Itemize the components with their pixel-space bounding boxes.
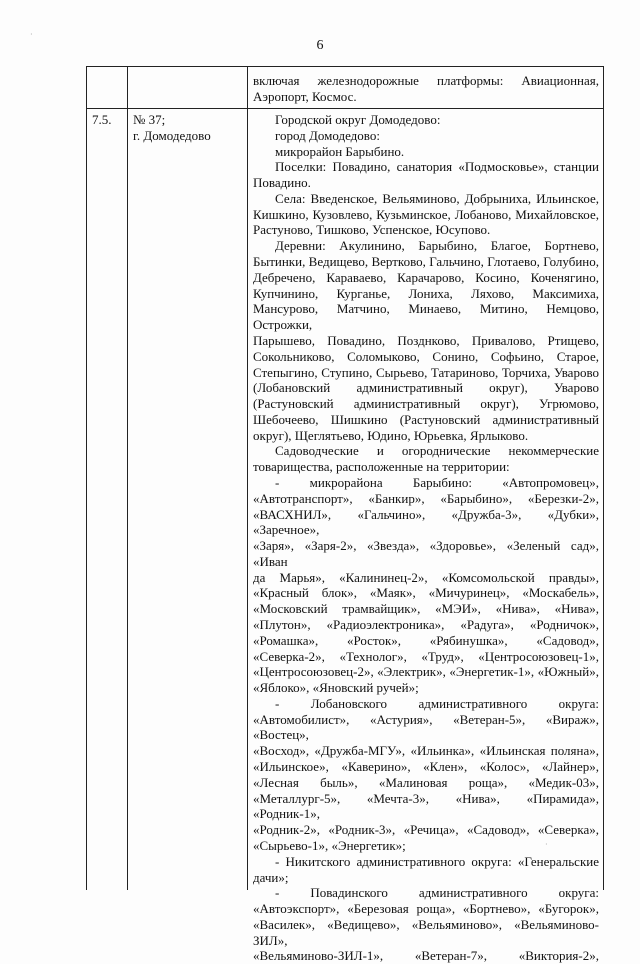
text-line: дачи»; (253, 869, 289, 885)
text-line: (Растуновский административный округ), Угрюмово, (253, 396, 599, 412)
table-border-top (86, 66, 603, 67)
text-line: Парышево, Повадино, Позднково, Привалово, Ртищево, (253, 332, 599, 348)
row-name-line: № 37; (133, 112, 166, 127)
text-line: «Металлург-5», «Мечта-3», «Нива», «Пирамида», «Родник-1», (253, 790, 599, 822)
text-line: включая железнодорожные платформы: Авиационная, (253, 73, 599, 88)
text-line: микрорайон Барыбино. (275, 143, 405, 159)
table-border-col1 (127, 66, 128, 890)
text-line: «Родник-2», «Родник-3», «Речица», «Садовод», «Северка», (253, 822, 599, 838)
text-line: «Сырьево-1», «Энергетик»; (253, 837, 406, 853)
table-row-divider (86, 108, 603, 109)
text-line: Повадино. (253, 175, 311, 191)
text-line: - Никитского административного округа: «Генеральские (275, 853, 599, 869)
text-line: Деревни: Акулинино, Барыбино, Благое, Бортнево, (275, 238, 599, 254)
text-line: (Лобановский административный округ), Уварово (253, 380, 599, 396)
row-description (253, 112, 599, 964)
text-line: «Автомобилист», «Астурия», «Ветеран-5», «Вираж», «Востец», (253, 711, 599, 743)
text-line: «Яблоко», «Яновский ручей»; (253, 680, 419, 696)
row-name (133, 112, 253, 143)
text-line: - Лобановского административного округа: (275, 695, 599, 711)
text-line: «Ильинское», «Каверино», «Клен», «Колос», «Лайнер», (253, 759, 599, 775)
text-line: округ), Щеглятьево, Юдино, Юрьевка, Ярлыково. (253, 427, 529, 443)
table-border-right (603, 66, 604, 890)
text-line: «Центросоюзовец-2», «Электрик», «Энергетик-1», «Южный», (253, 664, 599, 680)
text-line: «Плутон», «Радиоэлектроника», «Радуга», «Родничок», (253, 617, 599, 632)
text-line: Поселки: Повадино, санатория «Подмосковье», станции (275, 159, 599, 175)
text-line: «Красный блок», «Маяк», «Мичуринец», «Москабель», (253, 585, 599, 601)
previous-row-text (253, 73, 599, 105)
text-line: Сокольниково, Соломыково, Сонино, Софьино, Старое, (253, 348, 599, 364)
text-line: да Марья», «Калининец-2», «Комсомольской правды», (253, 569, 599, 585)
text-line: «Северка-2», «Технолог», «Труд», «Центросоюзовец-1», (253, 648, 599, 664)
scan-artifact: · (545, 840, 548, 849)
table-border-left (86, 66, 87, 890)
text-line: «Восход», «Дружба-МГУ», «Ильинка», «Ильинская поляна», (253, 743, 599, 759)
text-line: город Домодедово: (275, 127, 380, 143)
text-line: Шебочеево, Шишкино (Растуновский административный (253, 411, 599, 427)
row-number: 7.5. (92, 112, 112, 127)
page-number: 6 (316, 38, 324, 53)
text-line: Бытинки, Ведищево, Вертково, Гальчино, Глотаево, Голубино, (253, 254, 599, 270)
text-line: Села: Введенское, Вельяминово, Добрыниха, Ильинское, (275, 190, 599, 206)
scan-artifact: · (30, 30, 33, 39)
text-line: «Вельяминово-ЗИЛ-1», «Ветеран-7», «Виктория-2», (253, 948, 599, 964)
text-line: Растуново, Тишково, Успенское, Юсупово. (253, 222, 491, 238)
text-line: - микрорайона Барыбино: «Автопромовец», (275, 474, 599, 490)
text-line: «Заря», «Заря-2», «Звезда», «Здоровье», «Зеленый сад», «Иван (253, 538, 599, 569)
text-line: Степыгино, Ступино, Сырьево, Татариново, Торчиха, Уварово (253, 364, 599, 380)
text-line: «Василек», «Ведищево», «Вельяминово», «Вельяминово-ЗИЛ», (253, 916, 599, 948)
text-line: Мансурово, Матчино, Минаево, Митино, Немцово, Острожки, (253, 301, 599, 333)
text-line: Садоводческие и огороднические некоммерческие (275, 443, 599, 459)
text-line: «Автотранспорт», «Банкир», «Барыбино», «Березки-2», (253, 490, 599, 506)
row-name-line: г. Домодедово (133, 127, 211, 143)
text-line: «Ромашка», «Росток», «Рябинушка», «Садовод», (253, 632, 599, 648)
text-line: «ВАСХНИЛ», «Гальчино», «Дружба-3», «Дубки», «Заречное», (253, 506, 599, 538)
text-line: Кишкино, Кузовлево, Кузьминское, Лобаново, Михайловское, (253, 206, 599, 222)
text-line: Дебречено, Караваево, Карачарово, Косино, Коченягино, (253, 269, 599, 285)
table-border-col2 (247, 66, 248, 890)
text-line: Купчинино, Курганье, Лониха, Ляхово, Максимиха, (253, 285, 599, 301)
text-line: - Повадинского административного округа: (275, 885, 599, 901)
text-line: «Автоэкспорт», «Березовая роща», «Бортнево», «Бугорок», (253, 901, 599, 917)
text-line: «Лесная быль», «Малиновая роща», «Медик-03», (253, 774, 599, 790)
text-line: Городской округ Домодедово: (275, 112, 441, 127)
text-line: Аэропорт, Космос. (253, 88, 357, 104)
text-line: «Московский трамвайщик», «МЭИ», «Нива», «Нива», (253, 601, 599, 617)
text-line: товарищества, расположенные на территории: (253, 459, 510, 475)
